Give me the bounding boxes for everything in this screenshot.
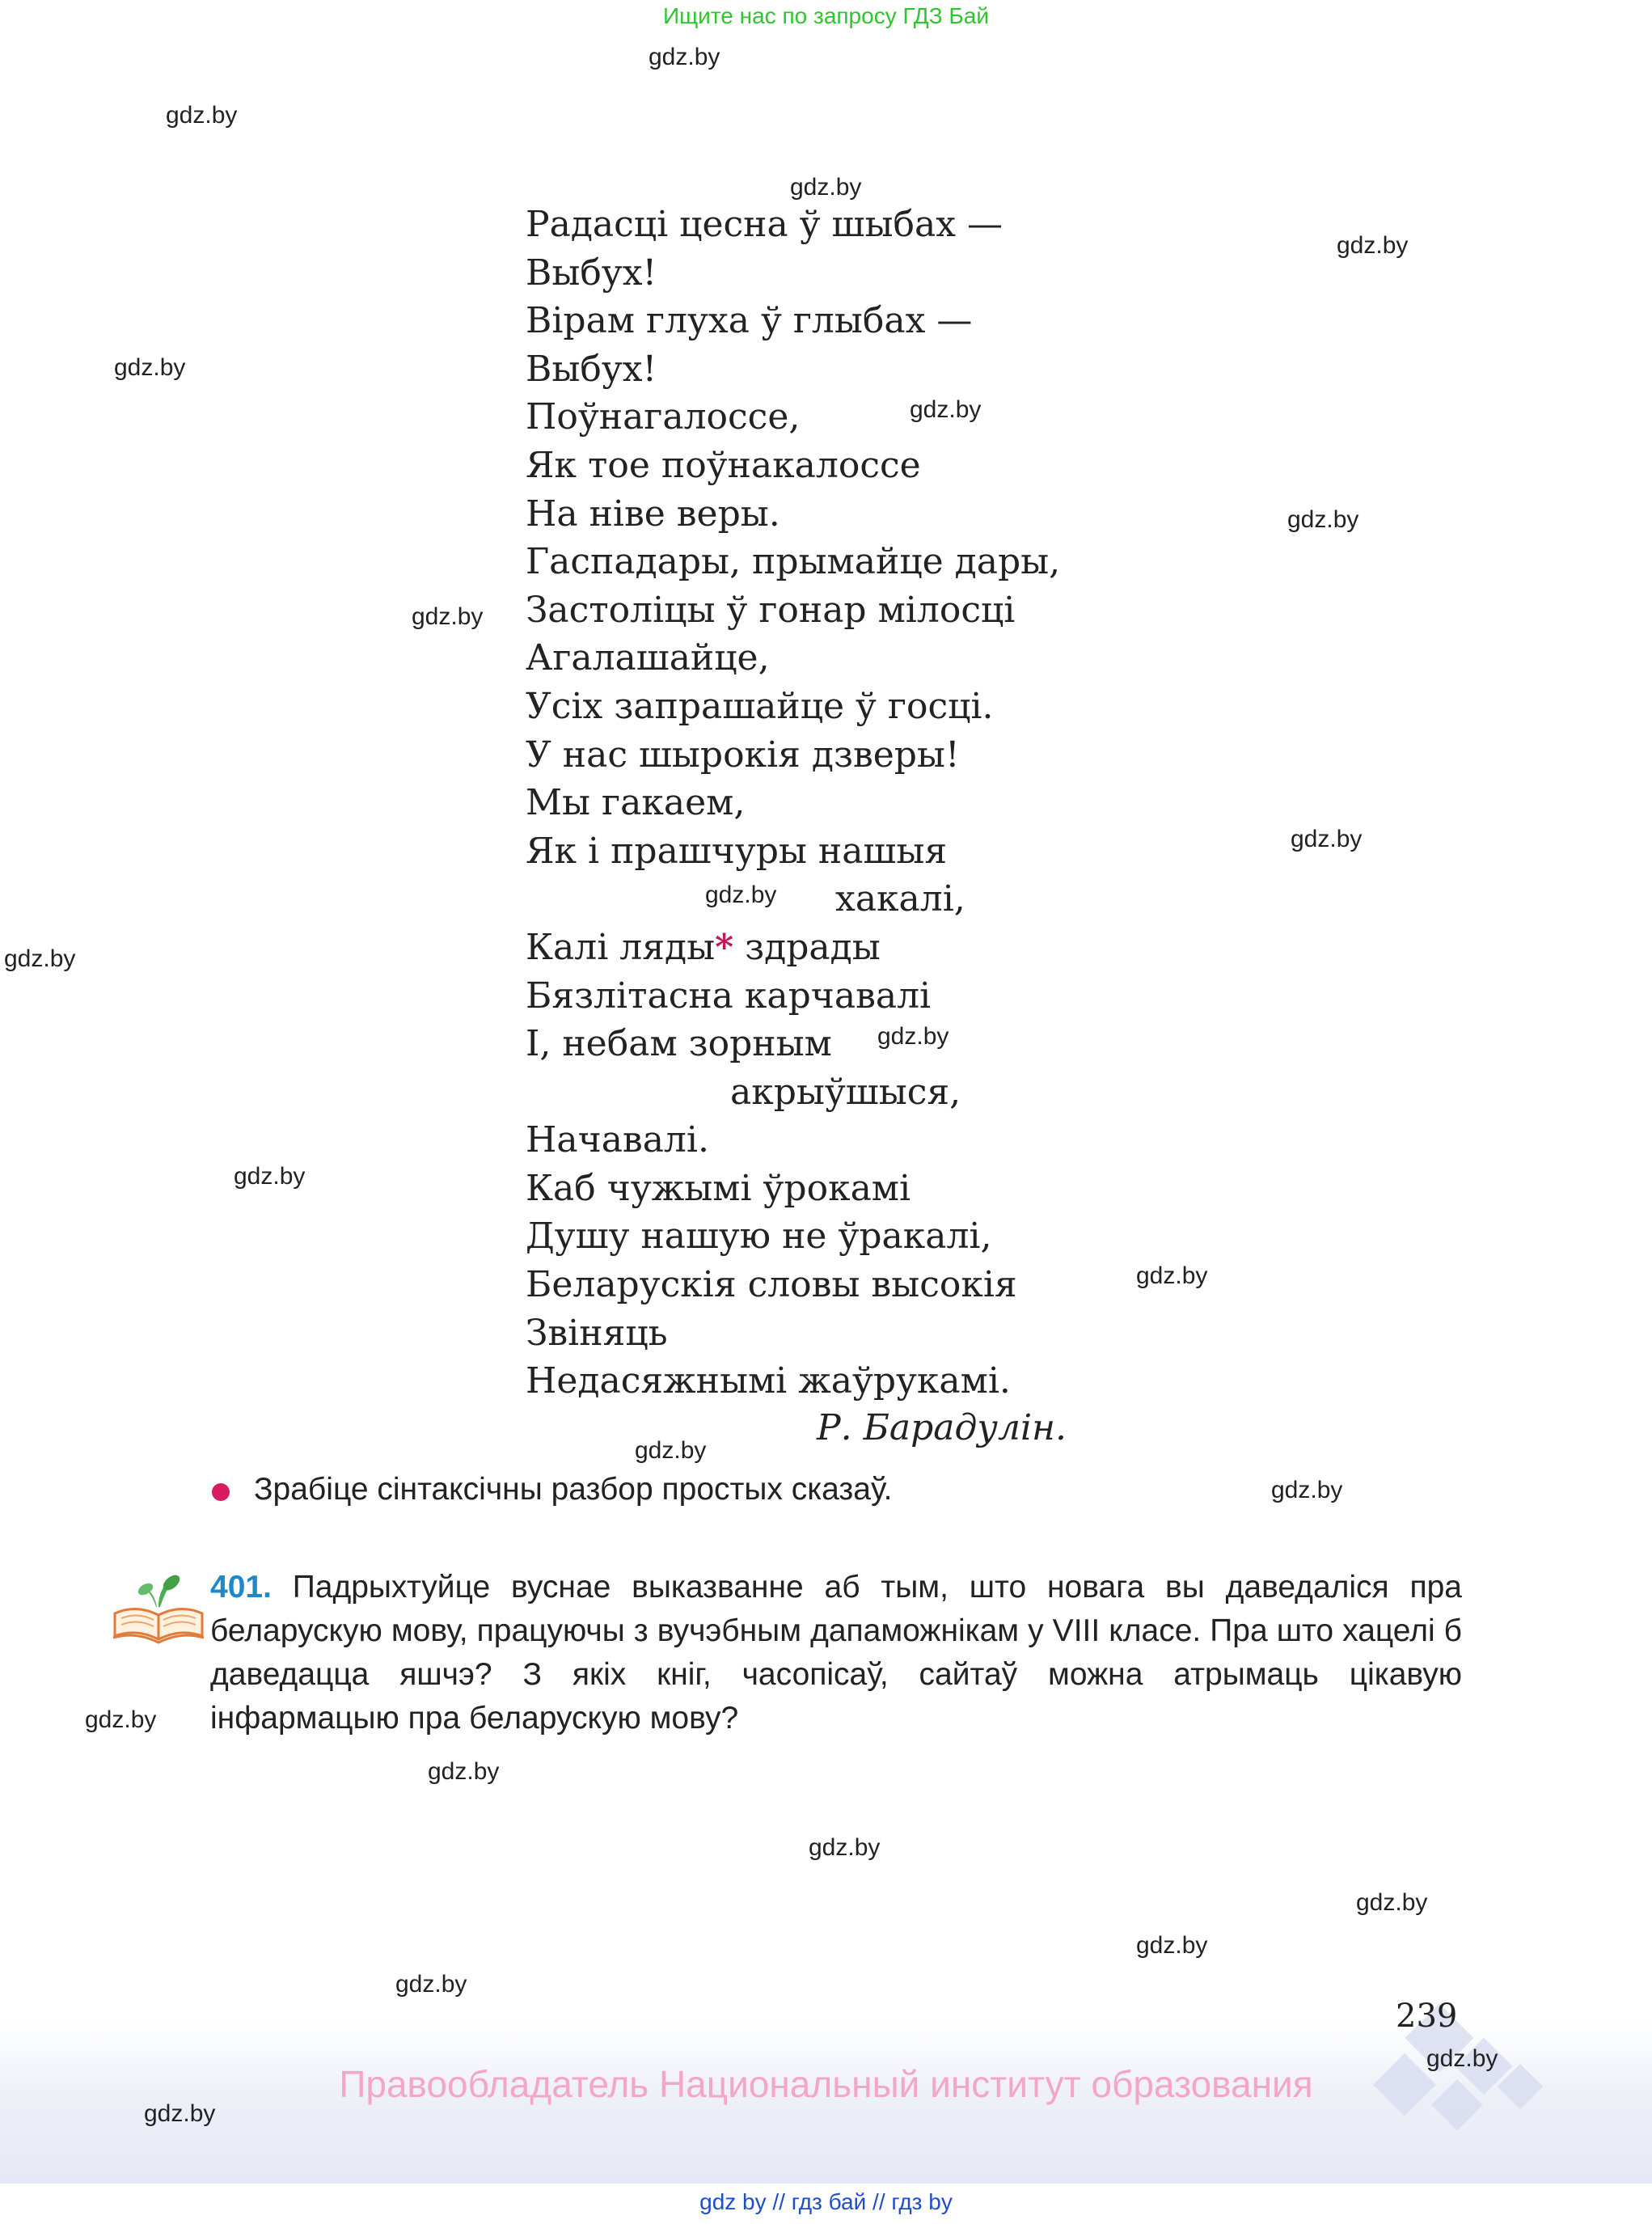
footnote-mark: * bbox=[715, 926, 734, 968]
poem-line: Як і прашчуры нашыя bbox=[526, 830, 948, 872]
poem-line: Душу нашую не ўракалі, bbox=[526, 1216, 992, 1258]
watermark: gdz.by bbox=[649, 44, 720, 70]
watermark: gdz.by bbox=[4, 945, 76, 972]
watermark: gdz.by bbox=[705, 882, 777, 908]
exercise-number: 401. bbox=[210, 1570, 272, 1605]
watermark: gdz.by bbox=[412, 603, 484, 630]
poem-line: Каб чужымі ўрокамі bbox=[526, 1167, 911, 1209]
poem-line: Радасці цесна ў шыбах — bbox=[526, 204, 1003, 245]
watermark: gdz.by bbox=[1356, 1889, 1428, 1916]
watermark: gdz.by bbox=[1287, 506, 1359, 533]
page-number: 239 bbox=[1396, 1998, 1458, 2035]
poem-line: Недасяжнымі жаўрукамі. bbox=[526, 1360, 1011, 1402]
poem-line: хакалі, bbox=[835, 878, 965, 920]
poem-line: Застоліцы ў гонар мілосці bbox=[526, 589, 1016, 631]
poem-line bbox=[526, 924, 1253, 972]
poem-line: У нас шырокія дзверы! bbox=[526, 734, 960, 776]
watermark: gdz.by bbox=[114, 354, 186, 381]
watermark: gdz.by bbox=[144, 2100, 216, 2127]
watermark: gdz.by bbox=[1136, 1262, 1208, 1289]
poem-line: Выбух! bbox=[526, 348, 657, 390]
poem-line: Беларускія словы высокія bbox=[526, 1264, 1017, 1306]
bottom-links[interactable]: gdz by // гдз бай // гдз by bbox=[699, 2189, 953, 2214]
poem-line: Начавалі. bbox=[526, 1119, 709, 1161]
poem-line: Вірам глуха ў глыбах — bbox=[526, 300, 973, 342]
top-banner: Ищите нас по запросу ГДЗ Бай bbox=[662, 3, 990, 28]
poem-line: Агалашайце, bbox=[526, 637, 770, 679]
watermark: gdz.by bbox=[635, 1437, 707, 1464]
watermark: gdz.by bbox=[809, 1834, 881, 1861]
poem-line: Усіх запрашайце ў госці. bbox=[526, 685, 994, 727]
poem-line: Выбух! bbox=[526, 252, 657, 294]
poem bbox=[526, 201, 1253, 1406]
watermark: gdz.by bbox=[395, 1971, 467, 1998]
watermark: gdz.by bbox=[1337, 232, 1409, 259]
watermark: gdz.by bbox=[877, 1023, 949, 1050]
watermark: gdz.by bbox=[166, 102, 238, 129]
poem-line: Як тое поўнакалоссе bbox=[526, 444, 921, 486]
poem-line: Бязлітасна карчавалі bbox=[526, 975, 932, 1017]
open-book-sprout-icon bbox=[110, 1565, 207, 1646]
poem-line: Гаспадары, прымайце дары, bbox=[526, 541, 1061, 583]
watermark: gdz.by bbox=[1136, 1932, 1208, 1959]
poem-line: Звіняць bbox=[526, 1312, 668, 1354]
poem-line-part: Калі ляды bbox=[526, 926, 716, 968]
copyright-notice: Правообладатель Национальный институт образования bbox=[339, 2063, 1313, 2105]
watermark: gdz.by bbox=[85, 1706, 157, 1733]
watermark: gdz.by bbox=[910, 396, 982, 423]
watermark: gdz.by bbox=[790, 174, 862, 201]
task-text: Зрабіце сінтаксічны разбор простых сказаў. bbox=[254, 1472, 893, 1507]
watermark: gdz.by bbox=[1426, 2045, 1498, 2072]
bullet-icon bbox=[212, 1483, 230, 1501]
poem-author: Р. Барадулін. bbox=[817, 1407, 1067, 1448]
poem-line: Поўнагалоссе, bbox=[526, 396, 801, 438]
poem-line: І, небам зорным bbox=[526, 1023, 832, 1065]
poem-line: акрыўшыся, bbox=[730, 1071, 961, 1113]
exercise-text: Падрыхтуйце вуснае выказванне аб тым, што новага вы даведаліся пра беларускую мову, працуючы з вучэбным дапаможнікам у VIII класе. Пра што хацелі б даведацца яшчэ? З якіх кніг, часопісаў, сайтаў можна атрымаць цікавую інфармацыю пра беларускую мову? bbox=[210, 1570, 1462, 1736]
poem-line: Мы гакаем, bbox=[526, 782, 746, 824]
poem-line-part: здрады bbox=[745, 926, 881, 968]
exercise-401 bbox=[210, 1566, 1462, 1740]
watermark: gdz.by bbox=[1291, 826, 1363, 852]
watermark: gdz.by bbox=[428, 1758, 500, 1785]
watermark: gdz.by bbox=[234, 1163, 306, 1190]
watermark: gdz.by bbox=[1271, 1477, 1343, 1503]
poem-line: На ніве веры. bbox=[526, 493, 780, 535]
